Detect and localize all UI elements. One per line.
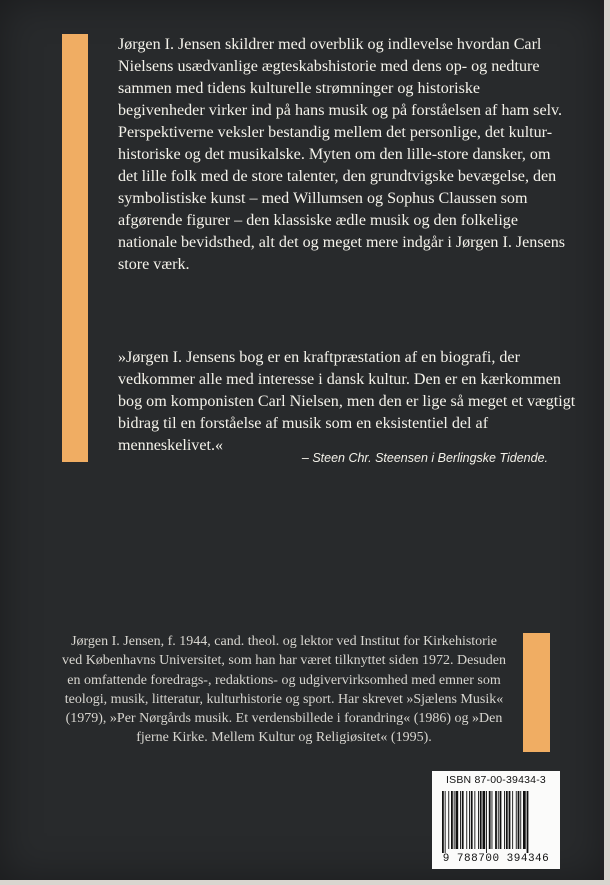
barcode-icon [440,791,552,853]
author-bio: Jørgen I. Jensen, f. 1944, cand. theol. og lektor ved Institut for Kirkehistorie ved Københavns Universitet, som han har været tilknyttet siden 1972. Desuden en omfattende foredrags-, redaktions- og udgivervirksomhed med emner som teologi, musik, litteratur, kulturhistorie og sport. Har skrevet »Sjælens Musik« (1979), »Per Nørgårds musik. Et verdensbillede i forandring« (1986) og »Den fjerne Kirke. Mellem Kultur og Religiøsitet« (1995). [61,634,507,746]
isbn-label: ISBN 87-00-39434-3 [446,774,546,786]
accent-bar-right [523,633,550,752]
quote-attribution: – Steen Chr. Steensen i Berlingske Tidende. [301,451,548,465]
isbn-barcode-box [432,771,560,869]
blurb-text: Jørgen I. Jensen skildrer med overblik og indlevelse hvordan Carl Nielsens usædvanlige ægteskabshistorie med dens op- og nedture sammen med tidens kulturelle strømninger og historiske begivenheder virker ind på hans musik og på forståelsen af ham selv. Perspektiverne veksler bestandig mellem det personlige, det kultur-historiske og det musikalske. Myten om den lille-store dansker, om det lille folk med de store talenter, den grundtvigske bevægelse, den symbolistiske kunst – med Willumsen og Sophus Claussen som afgørende figurer – den klassiske ædle musik og den folkelige nationale bevidsthed, alt det og meget mere indgår i Jørgen I. Jensens store værk. [118,36,566,273]
accent-bar-left [62,34,88,462]
review-quote: »Jørgen I. Jensens bog er en kraftpræstation af en biografi, der vedkommer alle med interesse i dansk kultur. Den er en kærkommen bog om komponisten Carl Nielsen, men den er lige så meget et vægtigt bidrag til en forståelse af musik som en eksistentiel del af menneskelivet.« [118,349,576,454]
isbn-barcode-digits: 9 788700 394346 [442,853,550,865]
